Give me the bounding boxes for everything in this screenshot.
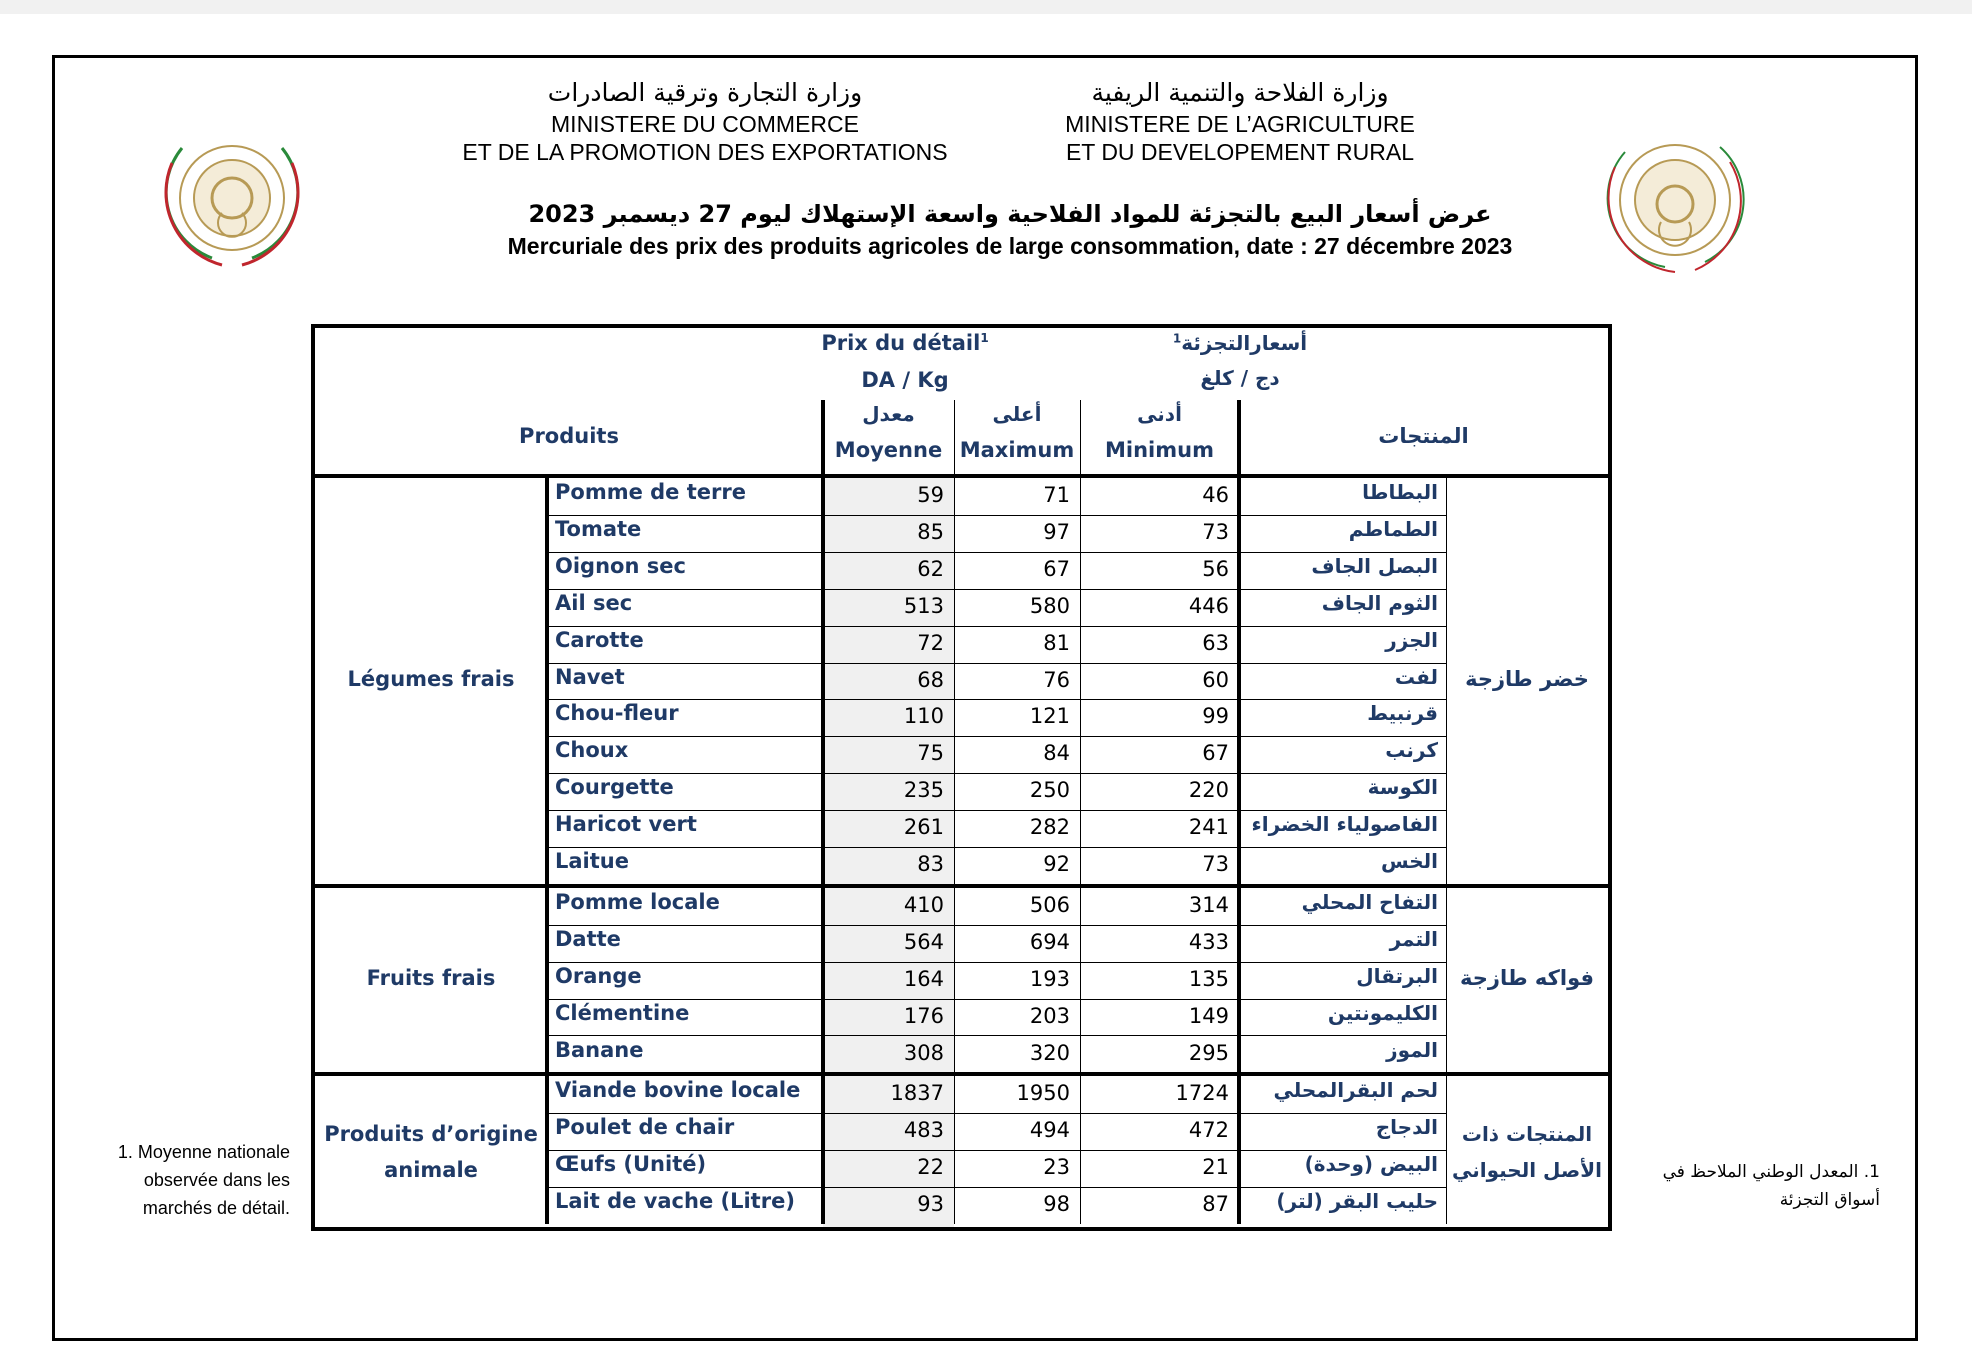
group-name-ar-line-1: المنتجات ذات <box>1461 1122 1593 1147</box>
group-divider-min <box>1080 1076 1081 1224</box>
price-moyenne: 1837 <box>890 1081 944 1106</box>
product-name-fr: Chou-fleur <box>555 701 679 726</box>
price-minimum: 56 <box>1202 556 1229 581</box>
group-name-ar: فواكه طازجة <box>1460 966 1594 991</box>
price-maximum: 81 <box>1043 630 1070 655</box>
footnote-fr <box>100 1138 290 1222</box>
header-unit-fr: DA / Kg <box>861 368 949 392</box>
price-moyenne: 564 <box>903 929 944 954</box>
price-moyenne: 110 <box>903 704 944 729</box>
group-divider-ar <box>1237 478 1241 884</box>
product-name-ar: الكوسة <box>1367 775 1438 800</box>
group-divider-max <box>954 1076 955 1224</box>
product-name-ar: الطماطم <box>1348 516 1438 541</box>
product-name-ar: التفاح المحلي <box>1301 889 1438 914</box>
price-moyenne: 83 <box>917 852 944 876</box>
product-name-ar: الدجاج <box>1375 1115 1438 1140</box>
price-maximum: 494 <box>1029 1118 1070 1143</box>
product-name-ar: البرتقال <box>1356 963 1438 988</box>
price-minimum: 135 <box>1188 966 1229 991</box>
commerce-ministry-seal-icon <box>152 118 312 268</box>
group-divider-min <box>1080 888 1081 1073</box>
commerce-ministry-fr-1: MINISTERE DU COMMERCE <box>551 111 859 137</box>
price-moyenne: 308 <box>903 1040 944 1065</box>
group-divider-moy <box>821 478 825 884</box>
product-name-fr: Œufs (Unité) <box>555 1152 707 1177</box>
header-divider-min <box>1080 400 1081 476</box>
price-maximum: 694 <box>1029 929 1070 954</box>
product-name-fr: Laitue <box>555 849 629 873</box>
group-divider-left <box>545 888 549 1073</box>
product-name-ar: البصل الجاف <box>1311 553 1438 578</box>
price-minimum: 63 <box>1202 630 1229 655</box>
price-maximum: 121 <box>1029 704 1070 729</box>
product-name-fr: Choux <box>555 738 629 763</box>
group-name-ar <box>1446 1116 1608 1188</box>
group-name-fr: Légumes frais <box>347 666 515 691</box>
product-name-ar: الجزر <box>1385 627 1438 652</box>
group-divider-max <box>954 478 955 884</box>
commerce-ministry-ar: وزارة التجارة وترقية الصادرات <box>547 78 863 107</box>
price-maximum: 23 <box>1043 1155 1070 1180</box>
price-maximum: 84 <box>1043 741 1070 766</box>
product-name-fr: Ail sec <box>555 590 633 615</box>
price-maximum: 98 <box>1043 1192 1070 1217</box>
product-name-fr: Pomme locale <box>555 889 720 914</box>
header-prix-ar-sup: 1 <box>1172 331 1182 346</box>
product-name-fr: Navet <box>555 664 625 689</box>
price-moyenne: 93 <box>917 1192 944 1217</box>
group-divider-ar <box>1237 888 1241 1073</box>
product-name-fr: Oignon sec <box>555 553 686 578</box>
price-maximum: 250 <box>1029 778 1070 803</box>
header-unit-ar: دج / كلغ <box>1200 366 1280 390</box>
header-prix-fr <box>715 331 1095 355</box>
price-minimum: 433 <box>1188 929 1229 954</box>
price-moyenne: 410 <box>903 892 944 917</box>
viewer-top-bar <box>0 0 1972 14</box>
product-name-ar: الخس <box>1380 849 1438 873</box>
product-name-fr: Carotte <box>555 627 644 652</box>
price-minimum: 314 <box>1188 892 1229 917</box>
price-table <box>311 324 1612 1231</box>
price-moyenne: 22 <box>917 1155 944 1180</box>
footnote-ar-line-1: 1. المعدل الوطني الملاحظ في <box>1662 1162 1880 1182</box>
product-name-fr: Orange <box>555 963 642 988</box>
commerce-ministry-fr-2: ET DE LA PROMOTION DES EXPORTATIONS <box>462 139 948 165</box>
price-minimum: 46 <box>1202 483 1229 507</box>
header-prix-ar <box>1075 331 1405 355</box>
header-prix-fr-text: Prix du détail <box>821 331 981 355</box>
product-name-fr: Datte <box>555 926 621 951</box>
header-moy-ar: معدل <box>862 402 915 426</box>
price-maximum: 67 <box>1043 556 1070 581</box>
product-name-ar: الفاصولياء الخضراء <box>1251 812 1438 837</box>
price-maximum: 580 <box>1029 593 1070 618</box>
price-moyenne: 62 <box>917 556 944 581</box>
price-minimum: 1724 <box>1175 1081 1229 1106</box>
product-name-ar: الكليمونتين <box>1327 1000 1438 1025</box>
price-maximum: 97 <box>1043 519 1070 544</box>
product-name-fr: Haricot vert <box>555 812 697 837</box>
price-maximum: 92 <box>1043 852 1070 876</box>
product-name-fr: Lait de vache (Litre) <box>555 1189 795 1214</box>
header-moy-fr: Moyenne <box>834 438 943 462</box>
price-maximum: 282 <box>1029 815 1070 840</box>
header-divider-moy <box>821 400 825 476</box>
price-maximum: 76 <box>1043 667 1070 692</box>
footnote-fr-line-3: marchés de détail. <box>142 1198 290 1218</box>
price-moyenne: 72 <box>917 630 944 655</box>
group-divider-moy <box>821 1076 825 1224</box>
header-max-ar: أعلى <box>992 402 1042 426</box>
price-minimum: 149 <box>1188 1003 1229 1028</box>
group-divider-right <box>1446 1076 1447 1224</box>
group-name-fr <box>315 1116 547 1188</box>
price-moyenne: 164 <box>903 966 944 991</box>
price-moyenne: 68 <box>917 667 944 692</box>
price-minimum: 87 <box>1202 1192 1229 1217</box>
price-moyenne: 261 <box>903 815 944 840</box>
header-divider-max <box>954 400 955 476</box>
group-name-ar: خضر طازجة <box>1465 666 1589 691</box>
price-minimum: 73 <box>1202 519 1229 544</box>
price-maximum: 71 <box>1043 483 1070 507</box>
product-name-fr: Tomate <box>555 516 642 541</box>
product-name-ar: البيض (وحدة) <box>1304 1152 1438 1177</box>
price-moyenne: 75 <box>917 741 944 766</box>
header-max-fr: Maximum <box>959 438 1075 462</box>
product-name-ar: قرنبيط <box>1367 701 1438 726</box>
price-maximum: 193 <box>1029 966 1070 991</box>
header-prix-fr-sup: 1 <box>980 331 989 345</box>
price-moyenne: 513 <box>903 593 944 618</box>
price-minimum: 60 <box>1202 667 1229 692</box>
price-moyenne: 85 <box>917 519 944 544</box>
agriculture-ministry-fr-2: ET DU DEVELOPEMENT RURAL <box>1065 139 1415 165</box>
price-minimum: 446 <box>1188 593 1229 618</box>
header-produits-fr: Produits <box>519 424 619 448</box>
group-divider-right <box>1446 478 1447 884</box>
header-min-ar: أدنى <box>1137 402 1182 426</box>
group-divider-right <box>1446 888 1447 1073</box>
header-prix-ar-text: أسعارالتجزئة <box>1181 331 1308 355</box>
group-name-fr-line-1: Produits d’origine <box>324 1122 538 1147</box>
product-name-ar: التمر <box>1389 926 1438 951</box>
price-minimum: 73 <box>1202 852 1229 876</box>
price-maximum: 1950 <box>1016 1081 1070 1106</box>
product-name-ar: كرنب <box>1385 738 1438 763</box>
price-minimum: 99 <box>1202 704 1229 729</box>
price-minimum: 472 <box>1188 1118 1229 1143</box>
product-name-fr: Viande bovine locale <box>555 1078 801 1103</box>
price-moyenne: 483 <box>903 1118 944 1143</box>
agriculture-ministry-ar: وزارة الفلاحة والتنمية الريفية <box>1091 78 1389 107</box>
price-moyenne: 59 <box>917 483 944 507</box>
group-divider-max <box>954 888 955 1073</box>
product-name-fr: Courgette <box>555 775 674 800</box>
header-divider-ar <box>1237 400 1241 476</box>
product-name-ar: حليب البقر (لتر) <box>1276 1189 1438 1214</box>
footnote-ar <box>1640 1158 1880 1214</box>
price-maximum: 320 <box>1029 1040 1070 1065</box>
product-name-fr: Clémentine <box>555 1000 690 1025</box>
product-name-ar: الموز <box>1386 1037 1438 1062</box>
commerce-ministry-header <box>420 76 990 166</box>
product-name-ar: لحم البقرالمحلي <box>1273 1078 1438 1103</box>
header-produits-ar: المنتجات <box>1378 424 1469 448</box>
group-divider-left <box>545 478 549 884</box>
footnote-fr-line-2: observée dans les <box>143 1170 290 1190</box>
price-minimum: 241 <box>1188 815 1229 840</box>
price-minimum: 220 <box>1188 778 1229 803</box>
group-divider-moy <box>821 888 825 1073</box>
document-title-fr: Mercuriale des prix des produits agricoles de large consommation, date : 27 décembre 2023 <box>507 233 1513 259</box>
group-divider-ar <box>1237 1076 1241 1224</box>
group-name-fr: Fruits frais <box>366 966 496 991</box>
price-minimum: 21 <box>1202 1155 1229 1180</box>
group-divider-left <box>545 1076 549 1224</box>
document-title-ar: عرض أسعار البيع بالتجزئة للمواد الفلاحية واسعة الإستهلاك ليوم 27 ديسمبر 2023 <box>528 200 1492 228</box>
price-maximum: 203 <box>1029 1003 1070 1028</box>
footnote-ar-line-2: أسواق التجزئة <box>1779 1190 1880 1210</box>
agriculture-ministry-header <box>1030 76 1450 166</box>
price-minimum: 295 <box>1188 1040 1229 1065</box>
product-name-ar: الثوم الجاف <box>1321 590 1438 615</box>
price-moyenne: 235 <box>903 778 944 803</box>
group-name-ar-line-2: الأصل الحيواني <box>1452 1158 1602 1183</box>
price-maximum: 506 <box>1029 892 1070 917</box>
agriculture-ministry-fr-1: MINISTERE DE L’AGRICULTURE <box>1065 111 1415 137</box>
product-name-fr: Poulet de chair <box>555 1115 735 1140</box>
group-name-fr-line-2: animale <box>384 1158 478 1183</box>
price-minimum: 67 <box>1202 741 1229 766</box>
header-min-fr: Minimum <box>1105 438 1214 462</box>
footnote-fr-line-1: 1. Moyenne nationale <box>117 1142 290 1162</box>
group-divider-min <box>1080 478 1081 884</box>
product-name-ar: لفت <box>1394 664 1438 689</box>
product-name-fr: Pomme de terre <box>555 480 746 504</box>
product-name-fr: Banane <box>555 1037 644 1062</box>
product-name-ar: البطاطا <box>1362 480 1438 504</box>
price-moyenne: 176 <box>903 1003 944 1028</box>
